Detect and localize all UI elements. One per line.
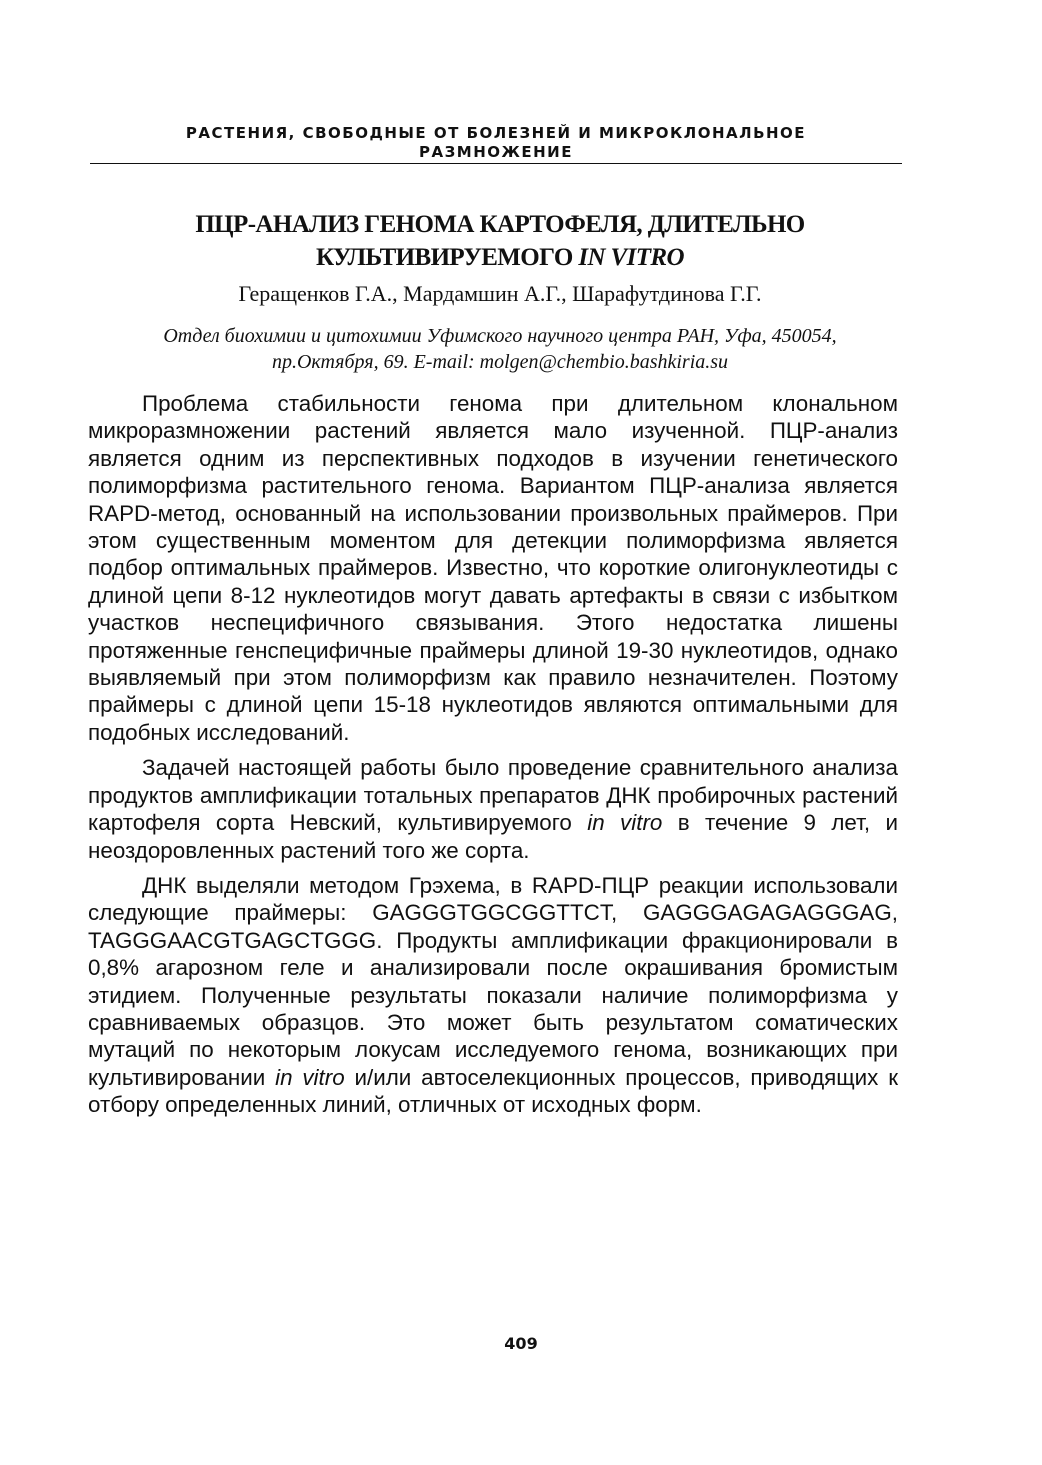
affiliation-line1: Отдел биохимии и цитохимии Уфимского научного центра РАН, Уфа, 450054, <box>163 325 837 347</box>
page-number: 409 <box>504 1334 538 1353</box>
affiliation <box>95 323 905 375</box>
paragraph-3-in-vitro: in vitro <box>275 1064 345 1090</box>
paragraph-3 <box>88 872 898 1119</box>
paragraph-2-text-a: Задачей настоящей работы было проведение сравнительного анализа продуктов амплификации тотальных препаратов ДНК пробирочных растений картофеля сорта Невский, культивируемого <box>88 755 898 836</box>
paragraph-2 <box>88 754 898 864</box>
title-in-vitro: IN VITRO <box>578 244 684 271</box>
running-header-line2: РАЗМНОЖЕНИЕ <box>419 143 573 161</box>
paragraph-2-in-vitro: in vitro <box>587 810 663 836</box>
affiliation-line2: пр.Октября, 69. E-mail: molgen@chembio.bashkiria.su <box>271 351 729 373</box>
title-line2-text: КУЛЬТИВИРУЕМОГО <box>316 244 579 271</box>
paragraph-2-text-b: в течение 9 лет, и неоздоровленных растений того же сорта. <box>88 810 898 863</box>
running-header <box>90 124 902 162</box>
running-header-line1: РАСТЕНИЯ, СВОБОДНЫЕ ОТ БОЛЕЗНЕЙ И МИКРОКЛОНАЛЬНОЕ <box>185 124 807 142</box>
title-line1: ПЦР-АНАЛИЗ ГЕНОМА КАРТОФЕЛЯ, ДЛИТЕЛЬНО <box>195 211 805 238</box>
article-title <box>110 208 890 274</box>
paragraph-3-text-a: ДНК выделяли методом Грэхема, в RAPD-ПЦР реакции использовали следующие праймеры: GAGGGTGGCGGTTCT, GAGGGAGAGAGGGAG, TAGGGAACGTGAGCTGGG. Продукты амплификации фракционировали в 0,8% агарозном геле и анализировали после окрашивания бромистым этидием. Полученные результаты показали наличие полиморфизма у сравниваемых образцов. Это может быть результатом соматических мутаций по некоторым локусам исследуемого генома, возникающих при культивировании <box>88 872 898 1090</box>
paragraph-3-text-b: и/или автоселекционных процессов, приводящих к отбору определенных линий, отличных от исходных форм. <box>88 1064 899 1118</box>
article-body <box>88 390 898 1127</box>
authors: Геращенков Г.А., Мардамшин А.Г., Шарафутдинова Г.Г. <box>238 281 762 306</box>
paragraph-1: Проблема стабильности генома при длительном клональном микроразмножении растений является мало изученной. ПЦР-анализ является одним из перспективных подходов в изучении генетического полиморфизма растительного генома. Вариантом ПЦР-анализа является RAPD-метод, основанный на использовании произвольных праймеров. При этом существенным моментом для детекции полиморфизма является подбор оптимальных праймеров. Известно, что короткие олигонуклеотиды с длиной цепи 8-12 нуклеотидов могут давать артефакты в связи с избытком участков неспецифичного связывания. Этого недостатка лишены протяженные генспецифичные праймеры длиной 19-30 нуклеотидов, однако выявляемый при этом полиморфизм как правило незначителен. Поэтому праймеры с длиной цепи 15-18 нуклеотидов являются оптимальными для подобных исследований. <box>88 391 898 745</box>
header-divider <box>90 163 902 164</box>
title-line2 <box>110 241 890 274</box>
